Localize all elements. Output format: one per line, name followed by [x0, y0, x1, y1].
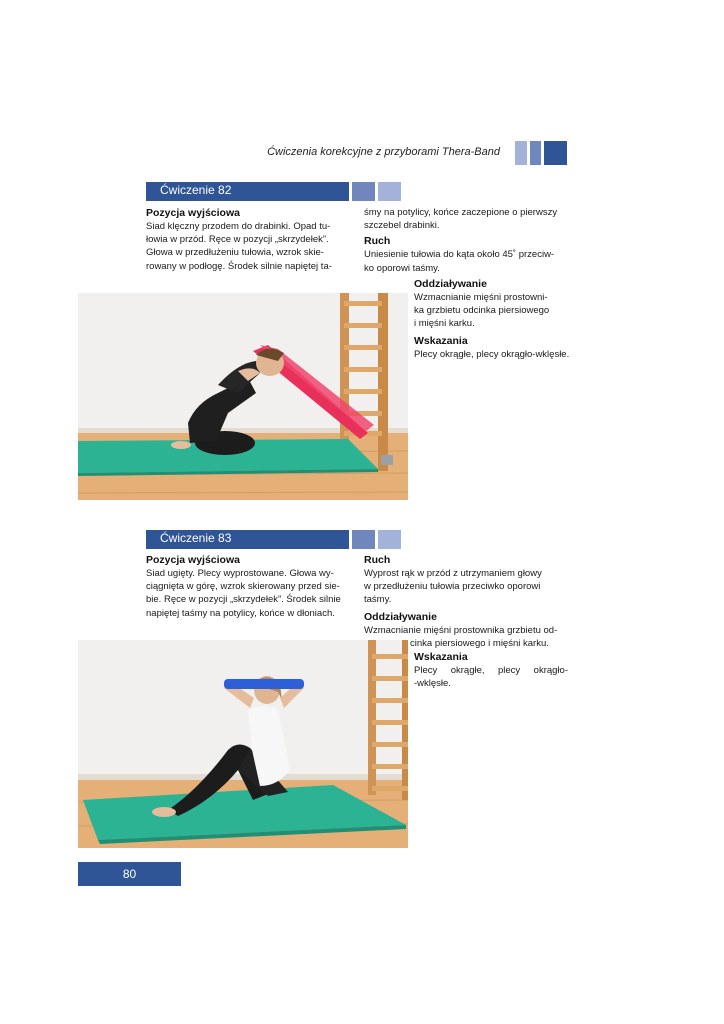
- exercise-83-title-bar: [146, 530, 349, 549]
- text-line: Plecy okrągłe, plecy okrągło-: [414, 665, 568, 676]
- exercise-83-left-column: [146, 553, 350, 620]
- header-title: Ćwiczenia korekcyjne z przyborami Thera-Band: [267, 146, 500, 158]
- text-line: Wyprost rąk w przód z utrzymaniem głowy: [364, 568, 542, 579]
- text-line: Siad ugięty. Plecy wyprostowane. Głowa wy-: [146, 568, 334, 579]
- text-line: ciągnięta w górę, wzrok skierowany przed sie-: [146, 581, 340, 593]
- exercise-82-photo: [78, 293, 408, 500]
- exercise-82-position-heading: Pozycja wyjściowa: [146, 207, 240, 219]
- exercise-82-effect-heading: Oddziaływanie: [414, 278, 487, 290]
- text-line: bie. Ręce w pozycji „skrzydełek”. Środek silnie: [146, 594, 341, 606]
- header-square-dark: [544, 141, 567, 165]
- text-line: -wklęsłe.: [414, 678, 451, 690]
- exercise-82-right-column: [364, 206, 568, 275]
- exercise-83-indications-column: [414, 650, 568, 690]
- exercise-83-square-2: [378, 530, 401, 549]
- text-line: Uniesienie tułowia do kąta około 45˚ przeciw-: [364, 249, 555, 261]
- exercise-83-move-heading: Ruch: [364, 554, 391, 566]
- text-line: szczebel drabinki.: [364, 220, 440, 232]
- exercise-83-photo: [78, 640, 408, 848]
- exercise-82-title-bar: [146, 182, 349, 201]
- text-line: cinka piersiowego i mięśni karku.: [410, 637, 549, 649]
- text-line: Wzmacnianie mięśni prostownika grzbietu od-: [364, 624, 558, 636]
- exercise-82-title: Ćwiczenie 82: [160, 183, 232, 197]
- exercise-82-square-1: [352, 182, 375, 201]
- exercise-83-square-1: [352, 530, 375, 549]
- exercise-82-left-column: [146, 206, 350, 273]
- exercise-82-effect-column: [414, 277, 568, 361]
- text-line: Głowa w przedłużeniu tułowia, wzrok skie-: [146, 247, 324, 259]
- text-line: Siad klęczny przodem do drabinki. Opad tu-: [146, 221, 331, 232]
- exercise-82-square-2: [378, 182, 401, 201]
- exercise-82-indications-heading: Wskazania: [414, 334, 468, 347]
- header-square-light: [515, 141, 527, 165]
- exercise-82-move-heading: Ruch: [364, 235, 391, 248]
- text-line: ko oporowi taśmy.: [364, 262, 440, 274]
- exercise-83-title: Ćwiczenie 83: [160, 531, 232, 545]
- exercise-83-effect-heading: Oddziaływanie: [364, 610, 437, 623]
- text-line: rowany w podłogę. Środek silnie napiętej ta-: [146, 260, 332, 272]
- text-line: łowia w przód. Ręce w pozycji „skrzydełek”.: [146, 234, 329, 246]
- text-line: i mięśni karku.: [414, 318, 475, 330]
- header-square-mid: [530, 141, 541, 165]
- text-line: w przedłużeniu tułowia przeciwko oporowi: [364, 581, 541, 593]
- exercise-82-illustration: [78, 293, 408, 500]
- page-number-bar: [78, 862, 181, 886]
- exercise-83-position-heading: Pozycja wyjściowa: [146, 554, 240, 566]
- page-number: 80: [122, 867, 137, 881]
- exercise-83-indications-heading: Wskazania: [414, 651, 468, 663]
- text-line: śmy na potylicy, końce zaczepione o pierwszy: [364, 207, 558, 218]
- text-line: taśmy.: [364, 594, 392, 606]
- exercise-83-illustration: [78, 640, 408, 848]
- text-line: Wzmacnianie mięśni prostowni-: [414, 292, 548, 303]
- exercise-83-right-column: [364, 553, 568, 650]
- text-line: Plecy okrągłe, plecy okrągło-wklęsłe.: [414, 348, 570, 360]
- text-line: napiętej taśmy na potylicy, końce w dłoniach.: [146, 607, 335, 619]
- text-line: ka grzbietu odcinka piersiowego: [414, 305, 550, 317]
